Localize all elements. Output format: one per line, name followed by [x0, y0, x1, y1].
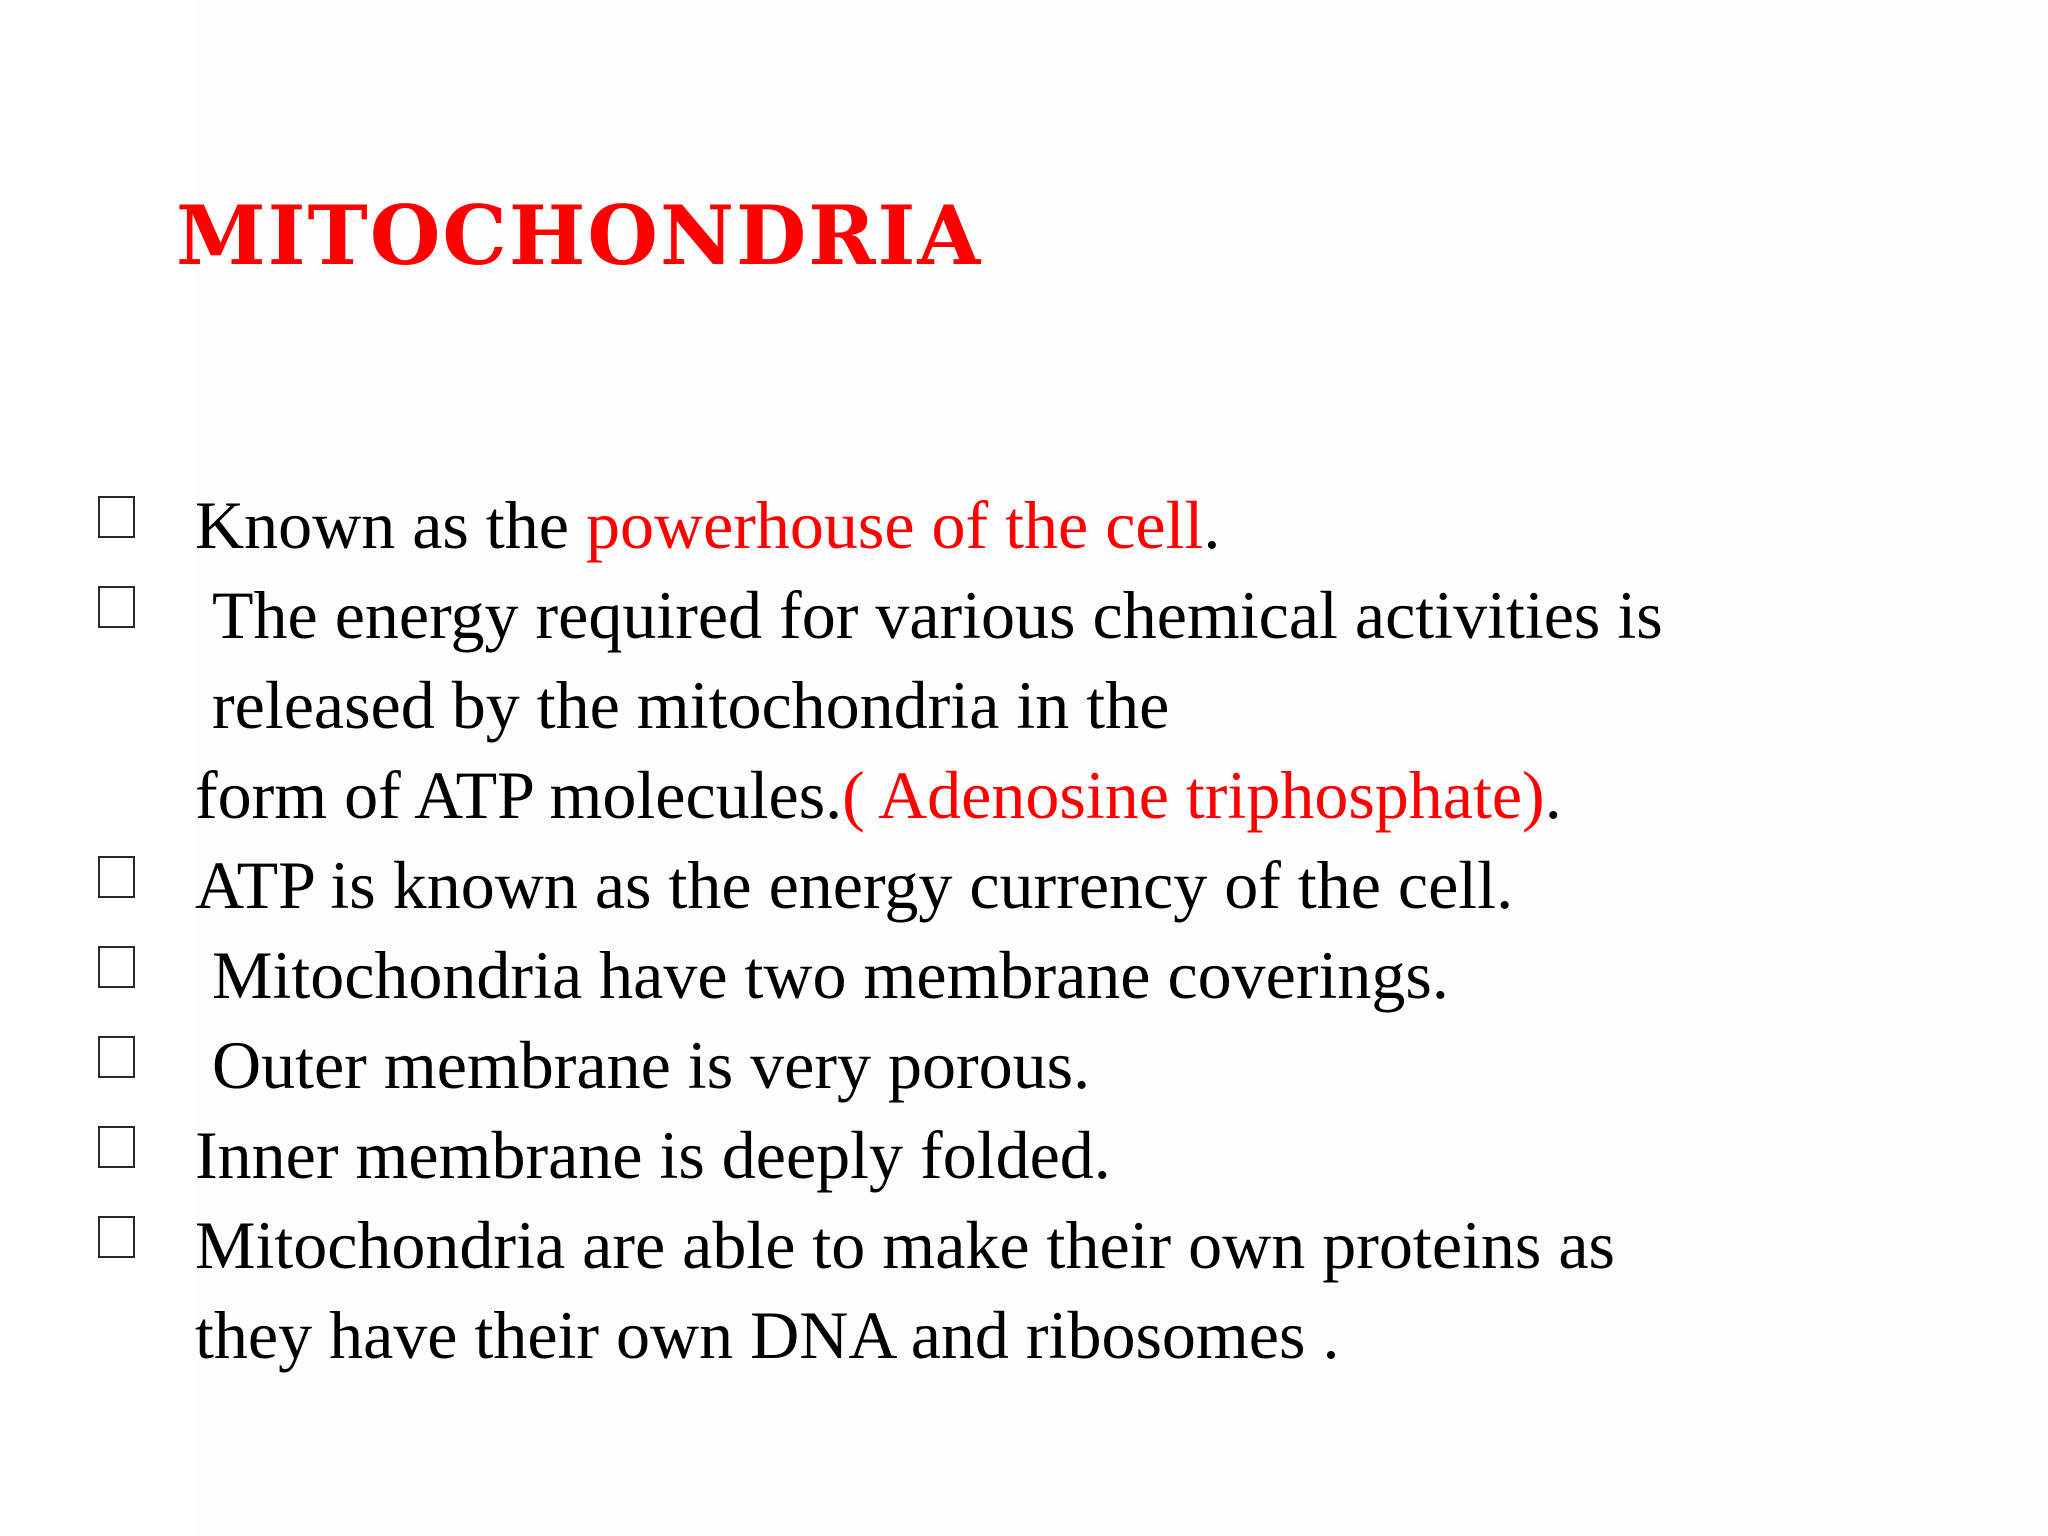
- checkbox-bullet-icon: [98, 1216, 135, 1258]
- bullet-text: ATP is known as the energy currency of the cell.: [195, 847, 1514, 923]
- checkbox-bullet-icon: [98, 496, 135, 538]
- checkbox-bullet-icon: [98, 1036, 135, 1078]
- bullet-text: Mitochondria are able to make their own proteins as: [195, 1207, 1615, 1283]
- bullet-line: [212, 570, 1663, 660]
- bullet-line: [195, 750, 1562, 840]
- bullet-text: form of ATP molecules.: [195, 757, 843, 833]
- bullet-line: [195, 1110, 1111, 1200]
- bullet-line: [212, 660, 1169, 750]
- checkbox-bullet-icon: [98, 586, 135, 628]
- bullet-text: released by the mitochondria in the: [212, 667, 1170, 743]
- bullet-line: [212, 930, 1449, 1020]
- bullet-line: [195, 480, 1220, 570]
- bullet-text: .: [1544, 757, 1562, 833]
- checkbox-bullet-icon: [98, 856, 135, 898]
- checkbox-bullet-icon: [98, 1126, 135, 1168]
- bullet-line: [195, 1290, 1339, 1380]
- bullet-text: Known as the: [195, 487, 586, 563]
- bullet-text: Mitochondria have two membrane coverings.: [212, 937, 1449, 1013]
- slide-title: MITOCHONDRIA: [176, 189, 983, 284]
- highlight-text: ( Adenosine triphosphate): [842, 757, 1545, 833]
- bullet-line: [195, 1200, 1615, 1290]
- bullet-text: The energy required for various chemical activities is: [212, 577, 1663, 653]
- bullet-line: [212, 1020, 1090, 1110]
- bullet-text: Inner membrane is deeply folded.: [195, 1117, 1111, 1193]
- bullet-text: .: [1203, 487, 1221, 563]
- checkbox-bullet-icon: [98, 946, 135, 988]
- bullet-line: [195, 840, 1513, 930]
- bullet-text: Outer membrane is very porous.: [212, 1027, 1091, 1103]
- bullet-text: they have their own DNA and ribosomes .: [195, 1297, 1340, 1373]
- highlight-text: powerhouse of the cell: [585, 487, 1204, 563]
